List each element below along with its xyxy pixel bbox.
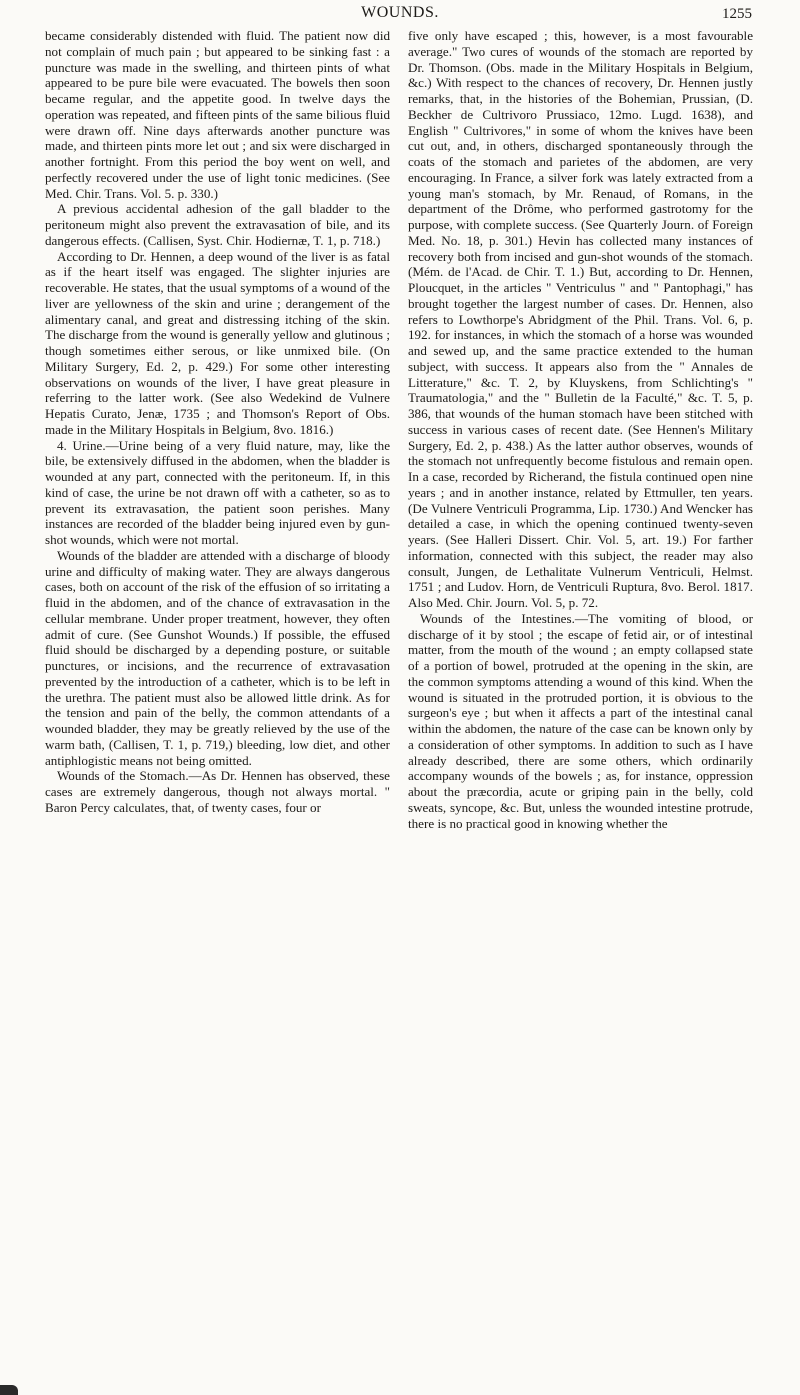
running-head: WOUNDS.	[361, 4, 439, 21]
right-column	[408, 28, 753, 1388]
paragraph: five only have escaped ; this, however, is a most favourable average." Two cures of wounds of the stomach are reported by Dr. Thomson. (Obs. made in the Military Hospitals in Belgium, &c.) With respect to the chances of recovery, Dr. Hennen justly remarks, that, in the histories of the Bohemian, Prussian, (D. Beckher de Cultrivoro Prussiaco, 12mo. Lugd. 1638), and English " Cultrivores," in some of whom the knives have been cut out, and, in others, discharged spontaneously through the coats of the stomach and parietes of the abdomen, are very encouraging. In France, a silver fork was lately extracted from a young man's stomach, by Mr. Renaud, of Romans, in the department of the Drôme, who performed gastrotomy for the purpose, with complete success. (See Quarterly Journ. of Foreign Med. No. 18, p. 301.) Hevin has collected many instances of recovery both from incised and gun-shot wounds of the stomach. (Mém. de l'Acad. de Chir. T. 1.) But, according to Dr. Hennen, Ploucquet, in the articles " Ventriculus " and " Pantophagi," has brought together the largest number of cases. Dr. Hennen, also refers to Lowthorpe's Abridgment of the Phil. Trans. Vol. 6, p. 192. for instances, in which the stomach of a horse was wounded and sewed up, and the same practice extended to the human subject, with success. It appears also from the " Annales de Litterature," &c. T. 2, by Kluyskens, from Schlichting's " Traumatologia," and the " Bulletin de la Faculté," &c. T. 5, p. 386, that wounds of the human stomach have been stitched with success in various cases of recent date. (See Hennen's Military Surgery, Ed. 2, p. 438.) As the latter author observes, wounds of the stomach not unfrequently become fistulous and remain open. In a case, recorded by Richerand, the fistula continued open nine years ; and in another instance, related by Ettmuller, ten years. (De Vulnere Ventriculi Programma, Lip. 1730.) And Wencker has detailed a case, in which the opening continued twenty-seven years. (See Halleri Dissert. Chir. Vol. 5, art. 19.) For farther information, connected with this subject, the reader may also consult, Jungen, de Lethalitate Vulnerum Ventriculi, Helmst. 1751 ; and Ludov. Horn, de Ventriculi Ruptura, 8vo. Berol. 1817. Also Med. Chir. Journ. Vol. 5, p. 72.	[408, 28, 753, 610]
paragraph: 4. Urine.—Urine being of a very fluid nature, may, like the bile, be extensively diffused in the abdomen, when the bladder is wounded at any part, connected with the peritoneum. If, in this kind of case, the urine be not drawn off with a catheter, so as to prevent its extravasation, the patient soon perishes. Many instances are recorded of the bladder being injured even by gun-shot wounds, which were not mortal.	[45, 437, 390, 547]
paragraph: became considerably distended with fluid. The patient now did not complain of much pain ; but appeared to be sinking fast : a puncture was made in the swelling, and thirteen pints of what appeared to be pure bile were evacuated. The bowels then soon became regular, and the appetite good. In twelve days the operation was repeated, and fifteen pints of the same bilious fluid were drawn off. Nine days afterwards another puncture was made, and thirteen pints more let out ; and six were discharged in another fortnight. From this period the boy went on well, and perfectly recovered under the use of light tonic medicines. (See Med. Chir. Trans. Vol. 5. p. 330.)	[45, 28, 390, 201]
paragraph: Wounds of the Intestines.—The vomiting of blood, or discharge of it by stool ; the escape of fetid air, or of intestinal matter, from the mouth of the wound ; an empty collapsed state of a portion of bowel, protruded at the opening in the skin, are the common symptoms attending a wound of this kind. When the wound is situated in the protruded portion, it is obvious to the surgeon's eye ; but when it affects a part of the intestinal canal within the abdomen, the nature of the case can be known only by a consideration of other symptoms. In addition to such as I have already described, there are some others, which ordinarily accompany wounds of the bowels ; as, for instance, oppression about the præcordia, acute or griping pain in the belly, cold sweats, syncope, &c. But, unless the wounded intestine protrude, there is no practical good in knowing whether the	[408, 610, 753, 831]
paragraph: Wounds of the Stomach.—As Dr. Hennen has observed, these cases are extremely dangerous, though not always mortal. " Baron Percy calculates, that, of twenty cases, four or	[45, 768, 390, 815]
page-number: 1255	[722, 6, 752, 22]
left-column	[45, 28, 390, 1388]
paragraph: Wounds of the bladder are attended with a discharge of bloody urine and difficulty of making water. They are always dangerous cases, both on account of the risk of the effusion of so irritating a fluid in the abdomen, and of the chance of extravasation in the cellular membrane. Under proper treatment, however, they often admit of cure. (See Gunshot Wounds.) If possible, the effused fluid should be discharged by a depending posture, or suitable punctures, or incisions, and the recurrence of extravasation prevented by the introduction of a catheter, which is to be left in the urethra. The patient must also be allowed little drink. As for the tension and pain of the belly, the common attendants of a wounded bladder, they may be greatly relieved by the use of the warm bath, (Callisen, T. 1, p. 719,) bleeding, low diet, and other antiphlogistic means not being omitted.	[45, 547, 390, 768]
paragraph: A previous accidental adhesion of the gall bladder to the peritoneum might also prevent the extravasation of bile, and its dangerous effects. (Callisen, Syst. Chir. Hodiernæ, T. 1, p. 718.)	[45, 201, 390, 248]
page-header	[0, 2, 800, 28]
paragraph: According to Dr. Hennen, a deep wound of the liver is as fatal as if the heart itself was engaged. The slighter injuries are recoverable. He states, that the usual symptoms of a wound of the liver are yellowness of the skin and urine ; derangement of the alimentary canal, and great and distressing itching of the skin. The discharge from the wound is generally yellow and glutinous ; though sometimes either serous, or like unmixed bile. (On Military Surgery, Ed. 2, p. 429.) For some other interesting observations on wounds of the liver, I have great pleasure in referring to the latter work. (See also Wedekind de Vulnere Hepatis Curato, Jenæ, 1735 ; and Thomson's Report of Obs. made in the Military Hospitals in Belgium, 8vo. 1816.)	[45, 248, 390, 437]
scan-corner-mark	[0, 1385, 18, 1395]
